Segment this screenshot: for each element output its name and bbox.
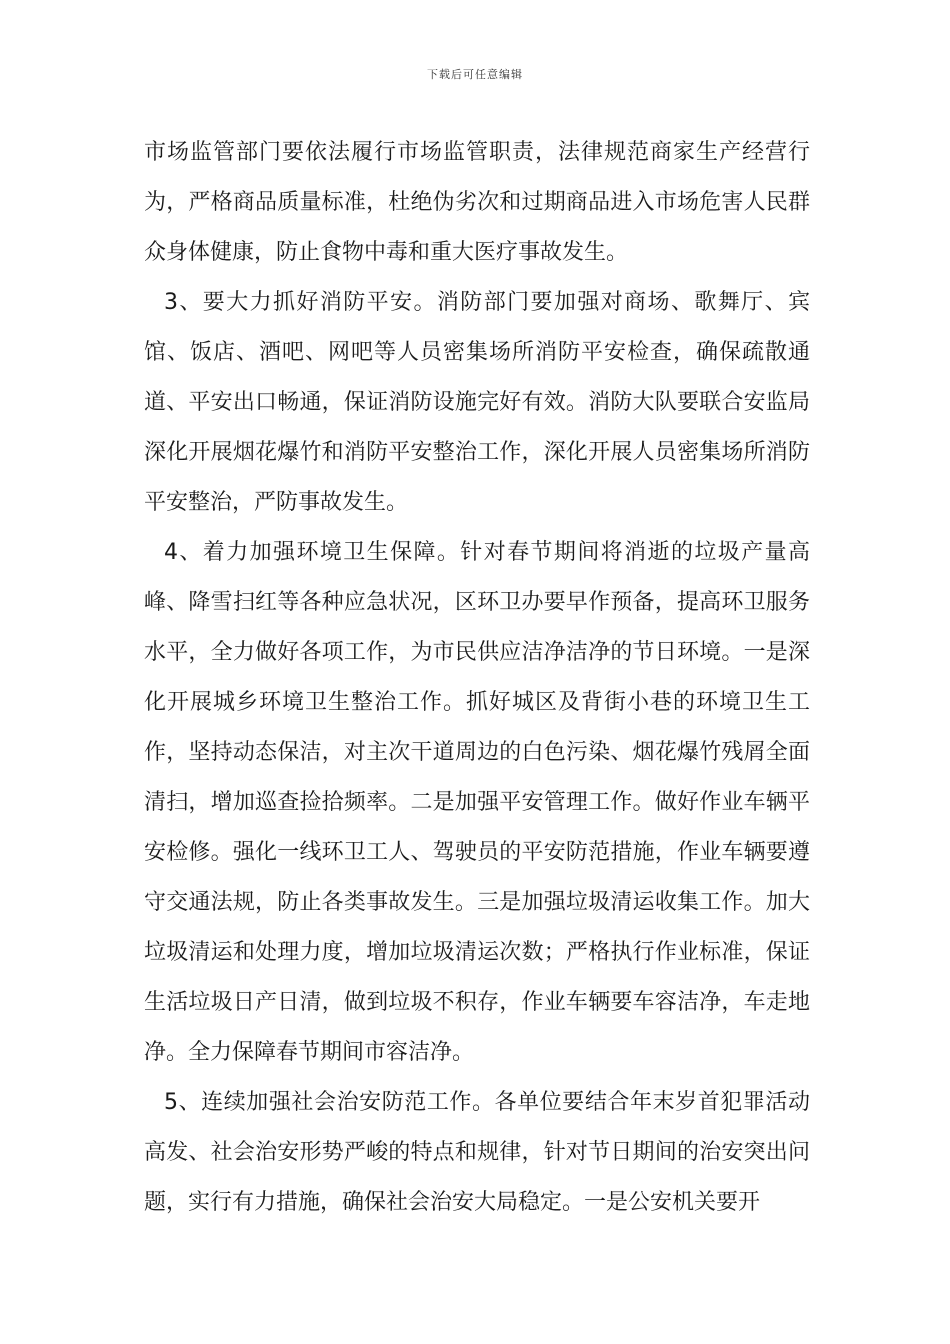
- document-body: [144, 128, 810, 1228]
- paragraph-fire-safety: 3、要大力抓好消防平安。消防部门要加强对商场、歌舞厅、宾馆、饭店、酒吧、网吧等人员密集场所消防平安检查，确保疏散通道、平安出口畅通，保证消防设施完好有效。消防大队要联合安监局深化开展烟花爆竹和消防平安整治工作，深化开展人员密集场所消防平安整治，严防事故发生。: [144, 290, 810, 515]
- paragraph-market-supervision: 市场监管部门要依法履行市场监管职责，法律规范商家生产经营行为，严格商品质量标准，杜绝伪劣次和过期商品进入市场危害人民群众身体健康，防止食物中毒和重大医疗事故发生。: [144, 140, 810, 265]
- paragraph-public-security: 5、连续加强社会治安防范工作。各单位要结合年末岁首犯罪活动高发、社会治安形势严峻的特点和规律，针对节日期间的治安突出问题，实行有力措施，确保社会治安大局稳定。一是公安机关要开: [144, 1090, 810, 1215]
- page-header-note: 下载后可任意编辑: [427, 68, 523, 81]
- paragraph-environmental-sanitation: 4、着力加强环境卫生保障。针对春节期间将消逝的垃圾产量高峰、降雪扫红等各种应急状况，区环卫办要早作预备，提高环卫服务水平，全力做好各项工作，为市民供应洁净洁净的节日环境。一是深化开展城乡环境卫生整治工作。抓好城区及背街小巷的环境卫生工作，坚持动态保洁，对主次干道周边的白色污染、烟花爆竹残屑全面清扫，增加巡查捡拾频率。二是加强平安管理工作。做好作业车辆平安检修。强化一线环卫工人、驾驶员的平安防范措施，作业车辆要遵守交通法规，防止各类事故发生。三是加强垃圾清运收集工作。加大垃圾清运和处理力度，增加垃圾清运次数；严格执行作业标准，保证生活垃圾日产日清，做到垃圾不积存，作业车辆要车容洁净，车走地净。全力保障春节期间市容洁净。: [144, 540, 810, 1065]
